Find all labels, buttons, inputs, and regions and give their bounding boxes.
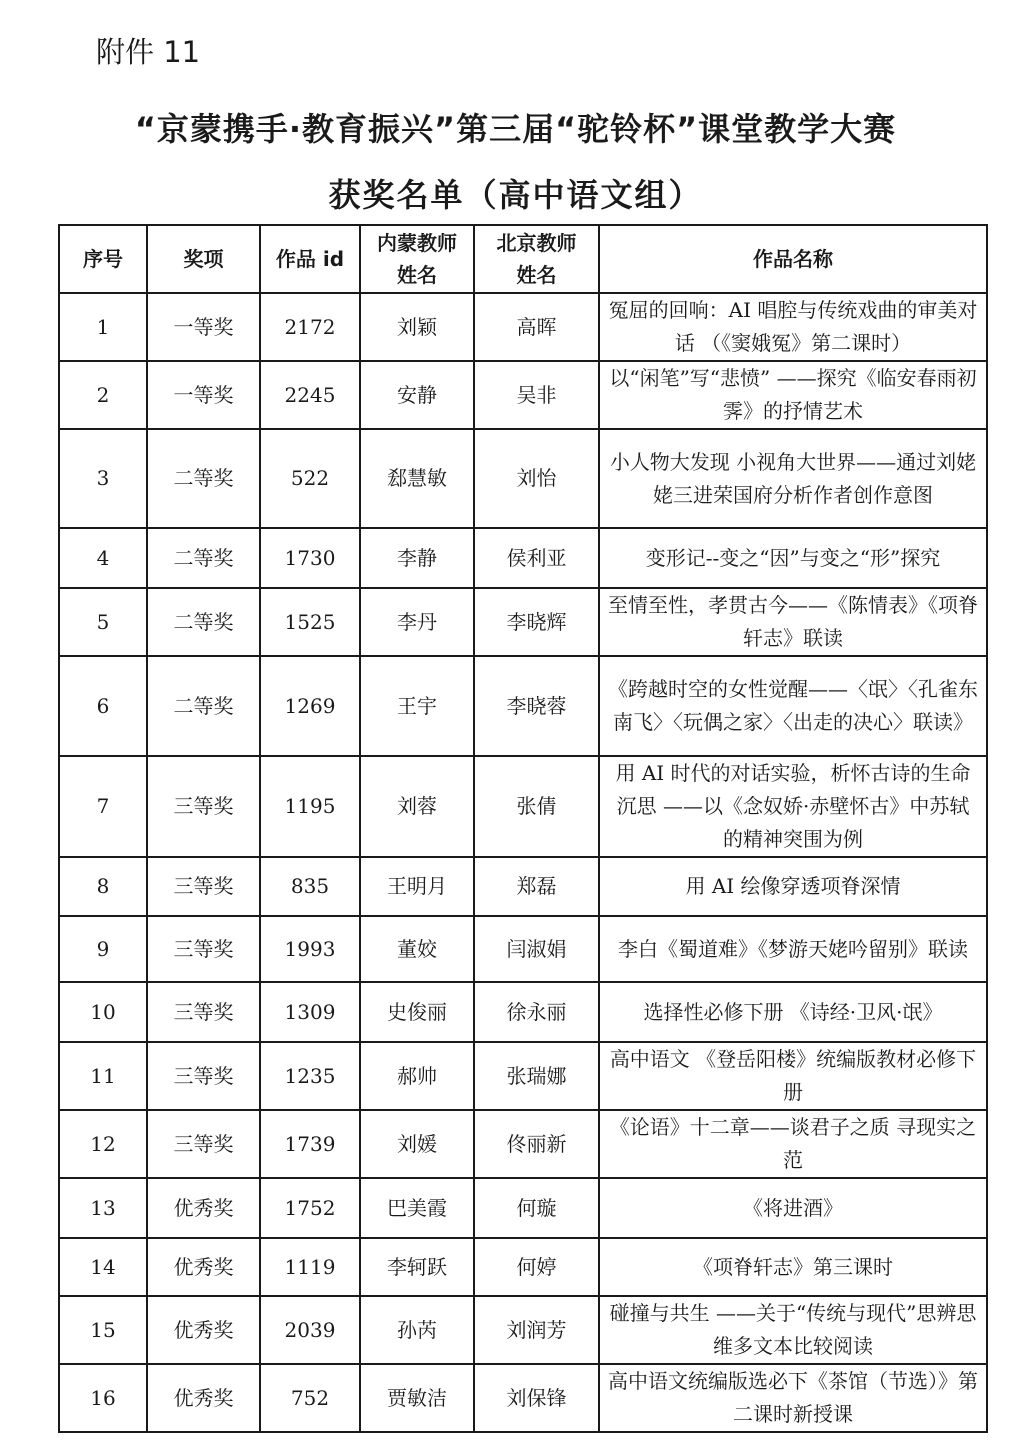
attachment-label: 附件 11 <box>96 35 201 69</box>
cell-work-title: 高中语文 《登岳阳楼》统编版教材必修下册 <box>599 1042 987 1110</box>
cell-nm-teacher: 王宇 <box>360 656 474 756</box>
cell-work-id: 1730 <box>260 528 360 588</box>
table-row <box>59 756 987 857</box>
cell-index: 6 <box>59 656 147 756</box>
cell-bj-teacher: 高晖 <box>474 293 599 361</box>
cell-work-title: 《项脊轩志》第三课时 <box>599 1238 987 1296</box>
table-row <box>59 916 987 982</box>
table-row <box>59 361 987 429</box>
cell-work-title: 冤屈的回响：AI 唱腔与传统戏曲的审美对话 （《窦娥冤》第二课时） <box>599 293 987 361</box>
cell-award: 优秀奖 <box>147 1178 260 1238</box>
cell-nm-teacher: 李静 <box>360 528 474 588</box>
cell-work-title: 小人物大发现 小视角大世界——通过刘姥姥三进荣国府分析作者创作意图 <box>599 429 987 528</box>
table-row <box>59 293 987 361</box>
cell-work-title: 至情至性，孝贯古今——《陈情表》《项脊轩志》联读 <box>599 588 987 656</box>
cell-award: 三等奖 <box>147 756 260 857</box>
table-row <box>59 528 987 588</box>
cell-nm-teacher: 郝帅 <box>360 1042 474 1110</box>
table-row <box>59 1178 987 1238</box>
header-nm-teacher <box>360 225 474 293</box>
cell-index: 11 <box>59 1042 147 1110</box>
cell-index: 12 <box>59 1110 147 1178</box>
cell-work-title: 李白《蜀道难》《梦游天姥吟留别》联读 <box>599 916 987 982</box>
header-work-title: 作品名称 <box>599 225 987 293</box>
cell-award: 三等奖 <box>147 1110 260 1178</box>
cell-bj-teacher: 何璇 <box>474 1178 599 1238</box>
cell-index: 4 <box>59 528 147 588</box>
cell-bj-teacher: 吴非 <box>474 361 599 429</box>
cell-nm-teacher: 刘媛 <box>360 1110 474 1178</box>
cell-work-id: 1752 <box>260 1178 360 1238</box>
cell-work-id: 1235 <box>260 1042 360 1110</box>
cell-bj-teacher: 侯利亚 <box>474 528 599 588</box>
cell-work-id: 522 <box>260 429 360 528</box>
cell-bj-teacher: 李晓辉 <box>474 588 599 656</box>
cell-award: 三等奖 <box>147 857 260 916</box>
cell-nm-teacher: 安静 <box>360 361 474 429</box>
cell-bj-teacher: 张倩 <box>474 756 599 857</box>
header-bj-teacher-line2: 姓名 <box>516 263 557 287</box>
header-award: 奖项 <box>147 225 260 293</box>
cell-nm-teacher: 孙芮 <box>360 1296 474 1364</box>
cell-award: 一等奖 <box>147 293 260 361</box>
cell-bj-teacher: 刘保锋 <box>474 1364 599 1432</box>
cell-award: 三等奖 <box>147 982 260 1042</box>
header-nm-teacher-line1: 内蒙教师 <box>377 231 457 255</box>
cell-index: 9 <box>59 916 147 982</box>
cell-bj-teacher: 佟丽新 <box>474 1110 599 1178</box>
cell-bj-teacher: 闫淑娟 <box>474 916 599 982</box>
cell-work-id: 1525 <box>260 588 360 656</box>
cell-work-id: 1119 <box>260 1238 360 1296</box>
cell-work-id: 2039 <box>260 1296 360 1364</box>
cell-nm-teacher: 刘蓉 <box>360 756 474 857</box>
cell-work-id: 752 <box>260 1364 360 1432</box>
cell-bj-teacher: 徐永丽 <box>474 982 599 1042</box>
cell-work-id: 2245 <box>260 361 360 429</box>
cell-award: 优秀奖 <box>147 1238 260 1296</box>
table-body <box>59 293 987 1432</box>
cell-work-title: 《论语》十二章——谈君子之质 寻现实之范 <box>599 1110 987 1178</box>
header-index: 序号 <box>59 225 147 293</box>
cell-nm-teacher: 王明月 <box>360 857 474 916</box>
cell-award: 二等奖 <box>147 528 260 588</box>
cell-nm-teacher: 郄慧敏 <box>360 429 474 528</box>
cell-award: 二等奖 <box>147 429 260 528</box>
header-work-id: 作品 id <box>260 225 360 293</box>
cell-work-title: 《跨越时空的女性觉醒——〈氓〉〈孔雀东南飞〉〈玩偶之家〉〈出走的决心〉联读》 <box>599 656 987 756</box>
table-row <box>59 857 987 916</box>
table-row <box>59 1042 987 1110</box>
cell-index: 15 <box>59 1296 147 1364</box>
cell-award: 优秀奖 <box>147 1296 260 1364</box>
header-nm-teacher-line2: 姓名 <box>397 263 437 287</box>
cell-award: 二等奖 <box>147 656 260 756</box>
cell-nm-teacher: 史俊丽 <box>360 982 474 1042</box>
table-row <box>59 656 987 756</box>
cell-bj-teacher: 李晓蓉 <box>474 656 599 756</box>
cell-work-id: 1309 <box>260 982 360 1042</box>
cell-work-title: 用 AI 绘像穿透项脊深情 <box>599 857 987 916</box>
table-row <box>59 1110 987 1178</box>
cell-work-title: 变形记--变之“因”与变之“形”探究 <box>599 528 987 588</box>
cell-nm-teacher: 贾敏洁 <box>360 1364 474 1432</box>
cell-nm-teacher: 李轲跃 <box>360 1238 474 1296</box>
award-table <box>58 224 988 1433</box>
cell-work-id: 2172 <box>260 293 360 361</box>
table-header-row <box>59 225 987 293</box>
cell-work-title: 用 AI 时代的对话实验，析怀古诗的生命沉思 ——以《念奴娇·赤壁怀古》中苏轼的精神突围为例 <box>599 756 987 857</box>
cell-work-title: 碰撞与共生 ——关于“传统与现代”思辨思维多文本比较阅读 <box>599 1296 987 1364</box>
table-row <box>59 1296 987 1364</box>
cell-award: 二等奖 <box>147 588 260 656</box>
cell-index: 13 <box>59 1178 147 1238</box>
table-row <box>59 982 987 1042</box>
document-title: “京蒙携手·教育振兴”第三届“驼铃杯”课堂教学大赛 <box>134 110 897 148</box>
cell-index: 14 <box>59 1238 147 1296</box>
cell-index: 1 <box>59 293 147 361</box>
table-row <box>59 588 987 656</box>
cell-index: 2 <box>59 361 147 429</box>
cell-work-title: 选择性必修下册 《诗经·卫风·氓》 <box>599 982 987 1042</box>
table-row <box>59 1364 987 1432</box>
cell-nm-teacher: 巴美霞 <box>360 1178 474 1238</box>
cell-index: 8 <box>59 857 147 916</box>
cell-bj-teacher: 刘润芳 <box>474 1296 599 1364</box>
table-row <box>59 1238 987 1296</box>
cell-work-title: 《将进酒》 <box>599 1178 987 1238</box>
header-bj-teacher <box>474 225 599 293</box>
cell-award: 优秀奖 <box>147 1364 260 1432</box>
cell-work-id: 1269 <box>260 656 360 756</box>
table-row <box>59 429 987 528</box>
cell-bj-teacher: 张瑞娜 <box>474 1042 599 1110</box>
cell-award: 三等奖 <box>147 1042 260 1110</box>
cell-nm-teacher: 刘颖 <box>360 293 474 361</box>
cell-nm-teacher: 李丹 <box>360 588 474 656</box>
cell-index: 5 <box>59 588 147 656</box>
cell-work-id: 1993 <box>260 916 360 982</box>
cell-work-id: 1739 <box>260 1110 360 1178</box>
cell-bj-teacher: 刘怡 <box>474 429 599 528</box>
header-bj-teacher-line1: 北京教师 <box>496 231 577 255</box>
cell-index: 10 <box>59 982 147 1042</box>
cell-nm-teacher: 董姣 <box>360 916 474 982</box>
cell-bj-teacher: 郑磊 <box>474 857 599 916</box>
cell-work-title: 以“闲笔”写“悲愤” ——探究《临安春雨初霁》的抒情艺术 <box>599 361 987 429</box>
cell-index: 16 <box>59 1364 147 1432</box>
document-subtitle: 获奖名单（高中语文组） <box>328 176 703 214</box>
cell-bj-teacher: 何婷 <box>474 1238 599 1296</box>
cell-index: 7 <box>59 756 147 857</box>
cell-work-id: 835 <box>260 857 360 916</box>
cell-index: 3 <box>59 429 147 528</box>
cell-award: 一等奖 <box>147 361 260 429</box>
cell-award: 三等奖 <box>147 916 260 982</box>
cell-work-title: 高中语文统编版选必下《茶馆（节选）》第二课时新授课 <box>599 1364 987 1432</box>
cell-work-id: 1195 <box>260 756 360 857</box>
